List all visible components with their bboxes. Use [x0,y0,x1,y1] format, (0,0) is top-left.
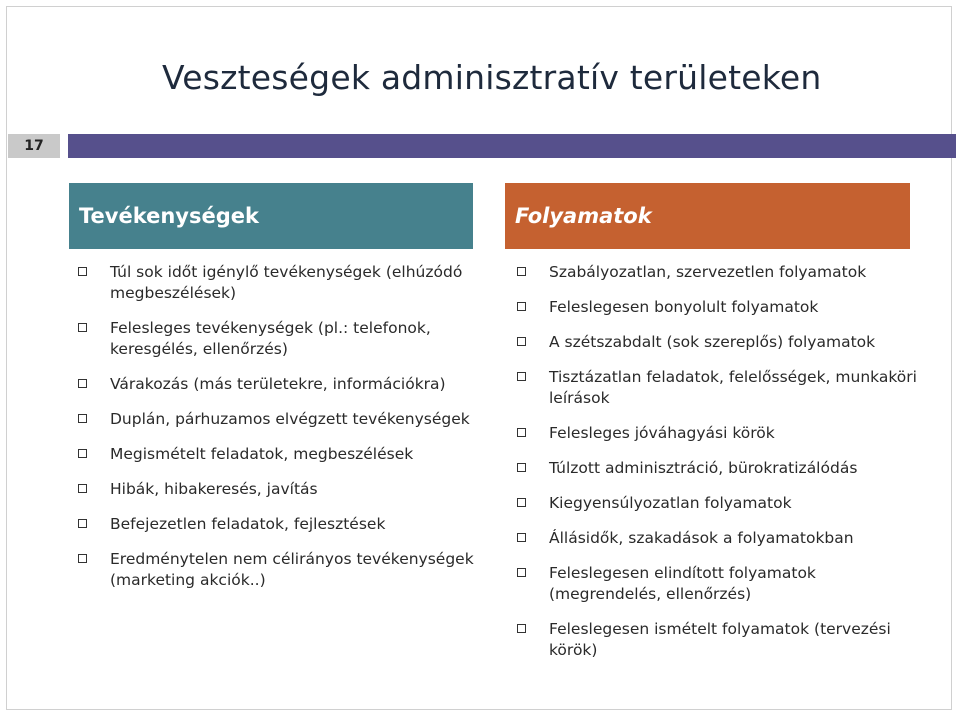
list-item-text: Szabályozatlan, szervezetlen folyamatok [549,263,867,281]
list-item [517,332,927,353]
square-bullet-icon [78,554,87,563]
square-bullet-icon [517,372,526,381]
list-item [517,297,927,318]
list-item-text: Feleslegesen bonyolult folyamatok [549,298,819,316]
square-bullet-icon [78,267,87,276]
title-divider-bar [68,134,956,158]
list-item-text: Várakozás (más területekre, információkra) [110,375,446,393]
folyamatok-header [505,183,910,249]
list-item-text: Feleslegesen elindított folyamatok (megrendelés, ellenőrzés) [549,564,816,603]
list-item-text: Felesleges jóváhagyási körök [549,424,775,442]
list-item [517,493,927,514]
list-item-text: Kiegyensúlyozatlan folyamatok [549,494,792,512]
list-item-text: Túlzott adminisztráció, bürokratizálódás [549,459,858,477]
square-bullet-icon [78,379,87,388]
square-bullet-icon [517,267,526,276]
list-item [78,409,478,430]
folyamatok-list [517,262,927,675]
list-item [517,367,927,409]
square-bullet-icon [517,533,526,542]
list-item-text: Duplán, párhuzamos elvégzett tevékenységek [110,410,470,428]
list-item [517,619,927,661]
square-bullet-icon [78,519,87,528]
square-bullet-icon [517,337,526,346]
square-bullet-icon [78,484,87,493]
square-bullet-icon [78,449,87,458]
list-item [517,262,927,283]
list-item [517,563,927,605]
list-item [78,318,478,360]
tevekenysegek-list [78,262,478,605]
square-bullet-icon [517,463,526,472]
list-item-text: Befejezetlen feladatok, fejlesztések [110,515,386,533]
list-item-text: Felesleges tevékenységek (pl.: telefonok, keresgélés, ellenőrzés) [110,319,431,358]
list-item [78,374,478,395]
square-bullet-icon [78,323,87,332]
list-item [78,262,478,304]
square-bullet-icon [517,624,526,633]
list-item [517,528,927,549]
list-item-text: Tisztázatlan feladatok, felelősségek, munkaköri leírások [549,368,917,407]
list-item-text: Túl sok időt igénylő tevékenységek (elhúzódó megbeszélések) [110,263,463,302]
folyamatok-header-label: Folyamatok [515,204,652,228]
list-item-text: Állásidők, szakadások a folyamatokban [549,529,854,547]
square-bullet-icon [517,428,526,437]
list-item-text: Hibák, hibakeresés, javítás [110,480,318,498]
list-item-text: Megismételt feladatok, megbeszélések [110,445,414,463]
list-item-text: Eredménytelen nem célirányos tevékenységek (marketing akciók..) [110,550,474,589]
tevekenysegek-header-label: Tevékenységek [79,204,259,228]
square-bullet-icon [78,414,87,423]
list-item [517,458,927,479]
list-item-text: A szétszabdalt (sok szereplős) folyamatok [549,333,876,351]
list-item [78,479,478,500]
tevekenysegek-header [69,183,473,249]
square-bullet-icon [517,498,526,507]
square-bullet-icon [517,568,526,577]
slide-number: 17 [8,134,60,158]
list-item [78,549,478,591]
list-item-text: Feleslegesen ismételt folyamatok (tervezési körök) [549,620,891,659]
square-bullet-icon [517,302,526,311]
list-item [78,444,478,465]
list-item [78,514,478,535]
slide-title: Veszteségek adminisztratív területeken [162,58,822,97]
list-item [517,423,927,444]
